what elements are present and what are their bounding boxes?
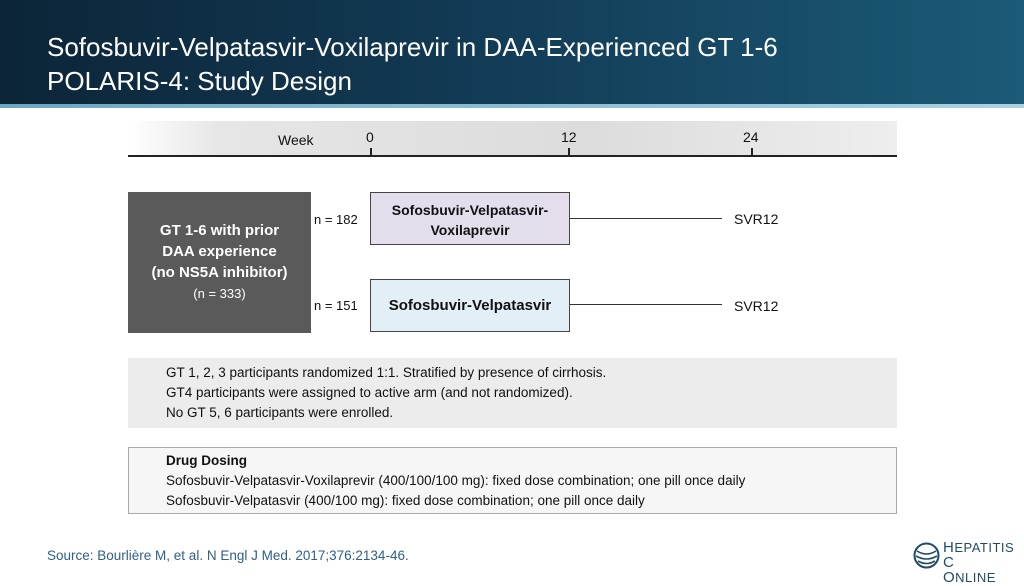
arm-1-box xyxy=(370,192,570,245)
note-3: No GT 5, 6 participants were enrolled. xyxy=(166,405,394,420)
population-line-3: (no NS5A inhibitor) xyxy=(151,264,288,281)
population-line-1: GT 1-6 with prior xyxy=(159,222,280,239)
arm-1-label-line-1: Sofosbuvir-Velpatasvir- xyxy=(391,202,549,218)
tick-mark-24 xyxy=(751,148,753,156)
dosing-line-1: Sofosbuvir-Velpatasvir-Voxilaprevir (400/100/100 mg): fixed dose combination; one pill once daily xyxy=(166,473,746,488)
slide-title-line-2: POLARIS-4: Study Design xyxy=(47,66,352,96)
logo-epatitis: EPATITIS xyxy=(954,540,1015,555)
logo-h: H xyxy=(943,539,955,556)
timeline-label: Week xyxy=(278,132,314,148)
logo-nline: NLINE xyxy=(955,570,996,585)
logo-o: O xyxy=(943,569,956,586)
logo-wordmark xyxy=(943,540,1014,585)
arm-2-endpoint: SVR12 xyxy=(734,298,779,314)
slide-title-line-1: Sofosbuvir-Velpatasvir-Voxilaprevir in DAA-Experienced GT 1-6 xyxy=(47,32,778,62)
population-line-2: DAA experience xyxy=(162,243,277,260)
tick-mark-0 xyxy=(370,148,372,156)
note-2: GT4 participants were assigned to active arm (and not randomized). xyxy=(166,385,573,400)
logo-c: C xyxy=(943,554,955,571)
timeline-band xyxy=(128,121,897,155)
population-count: (n = 333) xyxy=(193,286,246,301)
timeline-axis xyxy=(128,155,897,157)
tick-label-0: 0 xyxy=(366,129,374,145)
tick-label-24: 24 xyxy=(743,129,759,145)
logo-emblem-icon xyxy=(913,542,940,569)
arm-1-n: n = 182 xyxy=(314,212,358,227)
banner-stripe xyxy=(0,104,1024,108)
notes-box xyxy=(128,358,897,428)
arm-1-label-line-2: Voxilaprevir xyxy=(430,222,510,238)
population-box xyxy=(128,192,311,333)
arm-2-n: n = 151 xyxy=(314,298,358,313)
tick-label-12: 12 xyxy=(561,129,577,145)
dosing-title: Drug Dosing xyxy=(166,453,247,468)
arm-2-box xyxy=(370,279,570,332)
arm-2-label: Sofosbuvir-Velpatasvir xyxy=(388,297,552,314)
slide-title xyxy=(47,30,778,98)
hepatitis-c-online-logo xyxy=(913,539,1015,586)
arm-1-line xyxy=(570,218,722,219)
tick-mark-12 xyxy=(568,148,570,156)
arm-1-endpoint: SVR12 xyxy=(734,211,779,227)
dosing-line-2: Sofosbuvir-Velpatasvir (400/100 mg): fixed dose combination; one pill once daily xyxy=(166,493,645,508)
note-1: GT 1, 2, 3 participants randomized 1:1. Stratified by presence of cirrhosis. xyxy=(166,365,607,380)
arm-2-line xyxy=(570,304,722,305)
dosing-box xyxy=(128,447,897,514)
source-citation: Source: Bourlière M, et al. N Engl J Med. 2017;376:2134-46. xyxy=(47,548,409,563)
